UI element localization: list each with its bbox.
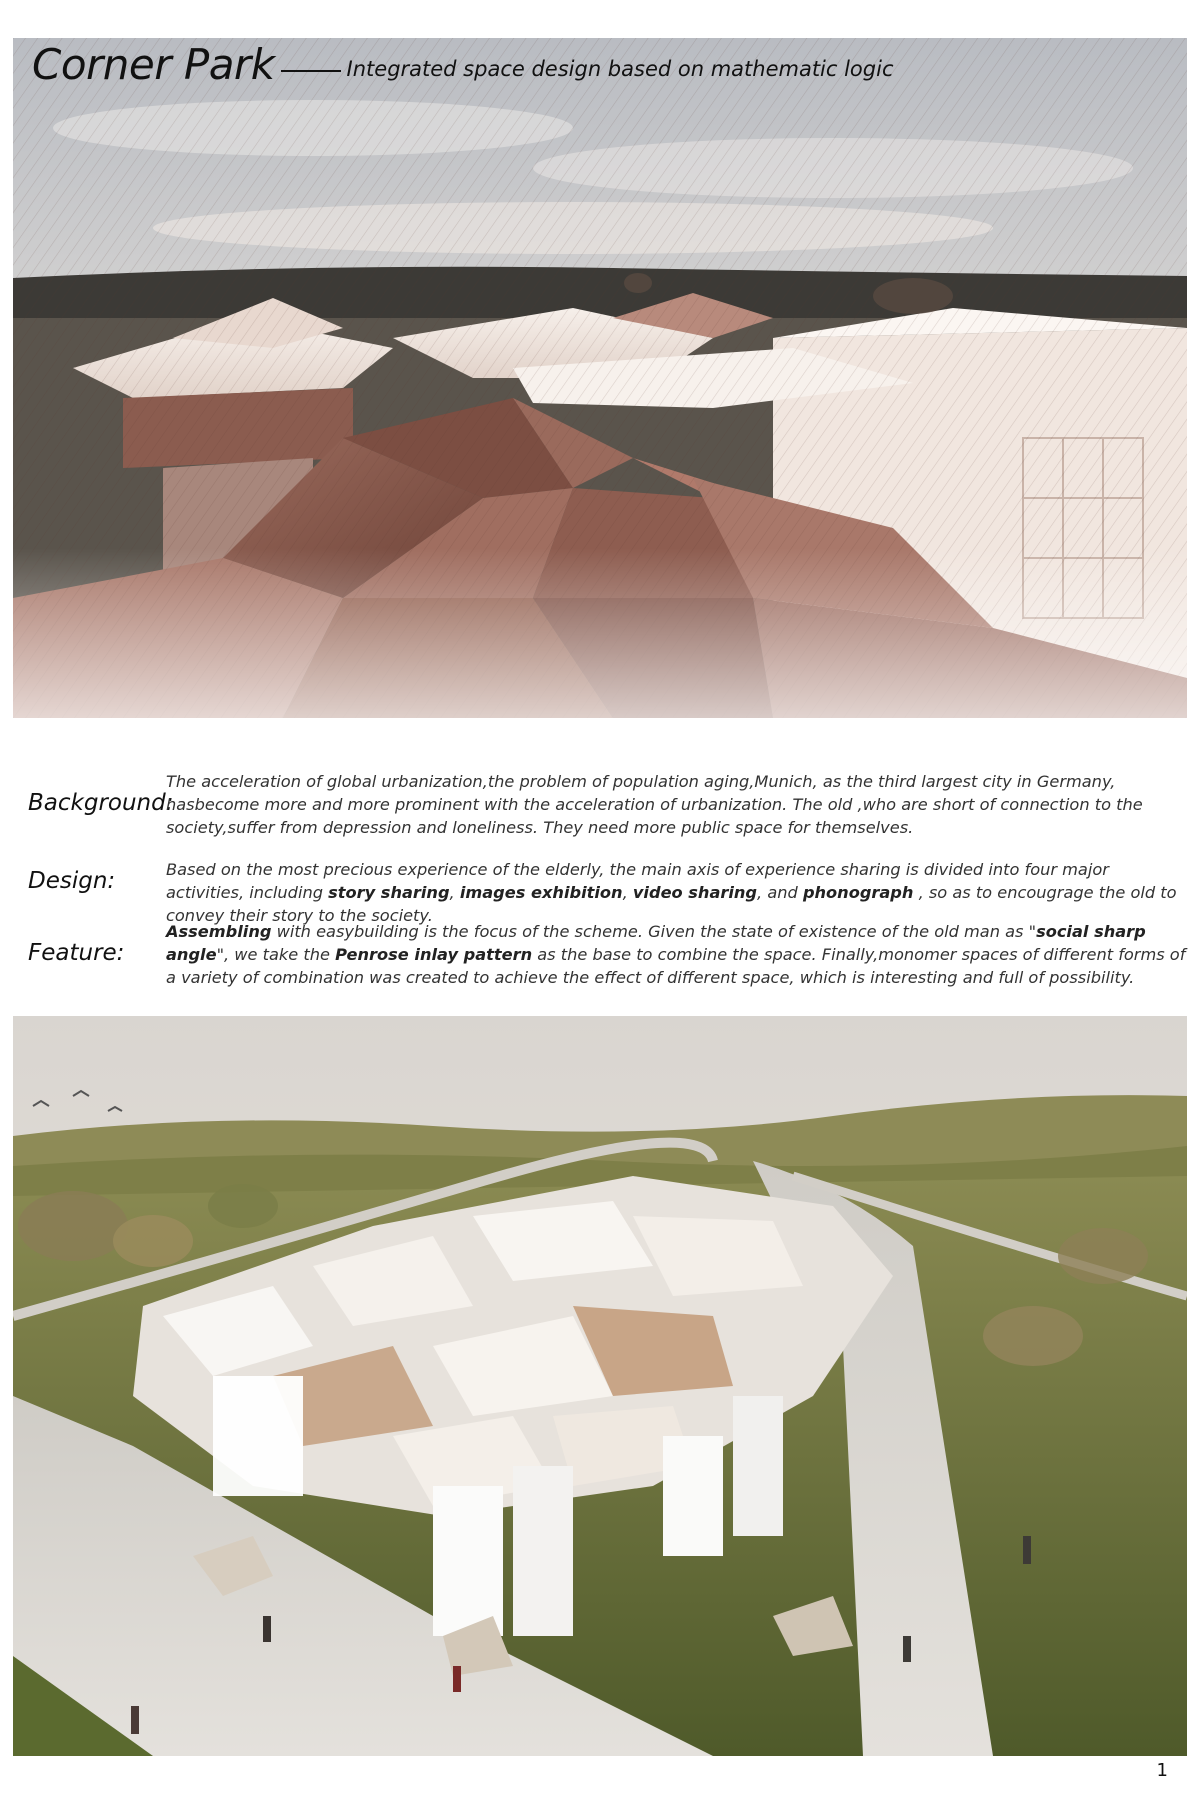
feature-text-part: as the base to combine the space. Finally,monomer spaces of different forms of a variety of combination was created to achieve the effect of different space, which is interesting and full of possibility.	[166, 945, 1186, 987]
feature-label: Feature:	[28, 940, 125, 966]
design-text-part: , and	[757, 883, 803, 902]
design-text-part: , so as to encougrage the old to convey their story to the society.	[166, 883, 1177, 925]
design-text	[166, 858, 1186, 927]
feature-text	[166, 920, 1186, 989]
page-title: Corner Park	[32, 40, 275, 89]
top-render-image	[13, 38, 1187, 718]
feature-highlight-penrose-inlay-pattern: Penrose inlay pattern	[335, 945, 533, 964]
design-text-part: ,	[449, 883, 460, 902]
background-label: Background:	[28, 790, 174, 816]
design-text-part: ,	[622, 883, 633, 902]
design-highlight-phonograph: phonograph	[802, 883, 914, 902]
title-block	[32, 40, 894, 89]
feature-text-part: with easybuilding is the focus of the scheme. Given the state of existence of the old man as "	[271, 922, 1037, 941]
title-separator	[281, 70, 341, 72]
design-label: Design:	[28, 868, 116, 894]
feature-text-part: ", we take the	[216, 945, 336, 964]
background-text: The acceleration of global urbanization,the problem of population aging,Munich, as the third largest city in Germany, hasbecome more and more prominent with the acceleration of urbanization. The old ,who are short of connection to the society,suffer from depression and loneliness. They need more public space for themselves.	[166, 772, 1143, 837]
design-text-part: Based on the most precious experience of the elderly, the main axis of experience sharing is divided into four major activities, including	[166, 860, 1109, 902]
design-highlight-images-exhibition: images exhibition	[459, 883, 623, 902]
feature-highlight-assembling: Assembling	[166, 922, 272, 941]
roofscape-render-illustration	[13, 38, 1187, 718]
bottom-render-image	[13, 1016, 1187, 1756]
park-aerial-render-illustration	[13, 1016, 1187, 1756]
design-highlight-video-sharing: video sharing	[632, 883, 758, 902]
design-highlight-story-sharing: story sharing	[328, 883, 450, 902]
page-subtitle: Integrated space design based on mathematic logic	[346, 57, 894, 81]
feature-highlight-social-sharp-angle: social sharp angle	[166, 922, 1146, 964]
page-number: 1	[1156, 1760, 1168, 1781]
